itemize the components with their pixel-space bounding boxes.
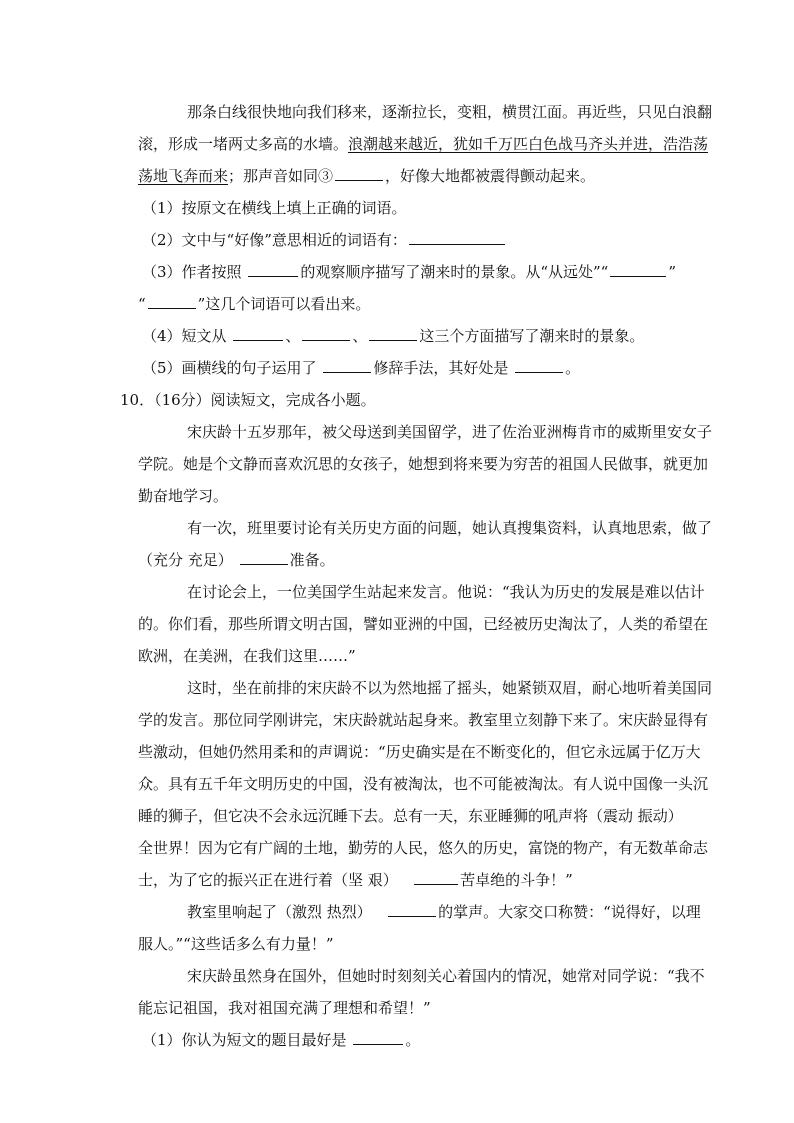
passage2-line [138, 646, 356, 666]
passage-text: ；那声音如同③ [228, 167, 334, 185]
question-3 [142, 262, 676, 282]
question-text: （1）按原文在横线上填上正确的词语。 [142, 199, 407, 217]
passage-text: 这时，坐在前排的宋庆龄不以为然地摇了摇头，她紧锁双眉，耐心地听着美国同 [187, 679, 713, 697]
question-text: 这三个方面描写了潮来时的景象。 [419, 327, 645, 345]
passage-text: 宋庆龄虽然身在国外，但她时时刻刻关心着国内的情况，她常对同学说：“我不 [187, 967, 705, 985]
passage-text: 能忘记祖国，我对祖国充满了理想和希望！” [138, 999, 431, 1017]
passage2-line [138, 774, 708, 794]
passage2-line [138, 454, 708, 474]
passage-text: 众。具有五千年文明历史的中国，没有被淘汰，也不可能被淘汰。有人说中国像一头沉 [138, 775, 709, 793]
passage-text: 教室里响起了（激烈 热烈） [187, 903, 372, 921]
question-4 [142, 326, 644, 346]
underlined-sentence: 荡地飞奔而来 [138, 167, 229, 185]
question-10-1 [142, 1030, 420, 1050]
question-3-cont [138, 294, 370, 314]
question-text: （4）短文从 [142, 327, 227, 345]
question-text: （3）作者按照 [142, 263, 242, 281]
question-text: 。 [565, 359, 581, 377]
passage2-line [138, 838, 708, 858]
passage2-line [138, 742, 701, 762]
question-text: （1）你认为短文的题目最好是 [142, 1031, 347, 1049]
passage-text: 士，为了它的振兴正在进行着（坚 艰） [138, 871, 398, 889]
passage-text: ，好像大地都被震得颤动起来。 [385, 167, 596, 185]
passage-line-3 [138, 166, 595, 186]
answer-blank[interactable] [414, 870, 458, 885]
passage-text: 准备。 [289, 551, 335, 569]
passage-text: 滚，形成一堵两丈多高的水墙。 [138, 135, 349, 153]
answer-blank[interactable] [148, 294, 196, 309]
passage-line-2 [138, 134, 708, 154]
passage2-line [138, 998, 431, 1018]
question-text: ”这几个词语可以看出来。 [197, 295, 371, 313]
passage-text: 睡的狮子，但它决不会永远沉睡下去。总有一天，东亚睡狮的吼声将（震动 振动） [138, 807, 683, 825]
underlined-sentence: 浪潮越来越近，犹如千万匹白色战马齐头并进，浩浩荡 [348, 135, 709, 153]
passage-text: 勤奋地学习。 [138, 487, 229, 505]
passage-text: 欧洲，在美洲，在我们这里……” [138, 647, 356, 665]
passage-text: 的掌声。大家交口称赞：“说得好，以理 [438, 903, 701, 921]
answer-blank[interactable] [335, 166, 383, 181]
passage-text: （充分 充足） [138, 551, 233, 569]
answer-blank[interactable] [302, 326, 350, 341]
passage-text: 那条白线很快地向我们移来，逐渐拉长，变粗，横贯江面。再近些，只见白浪翻 [187, 103, 713, 121]
question-text: 、 [285, 327, 301, 345]
question-2 [142, 230, 507, 250]
passage2-line [187, 678, 712, 698]
answer-blank[interactable] [610, 262, 666, 277]
passage-text: 服人。”“这些话多么有力量！” [138, 935, 334, 953]
passage-text: 学的发言。那位同学刚讲完，宋庆龄就站起身来。教室里立刻静下来了。宋庆龄显得有 [138, 711, 709, 729]
answer-blank[interactable] [369, 326, 417, 341]
passage2-line [187, 582, 705, 602]
question-header: 10．（16分）阅读短文，完成各小题。 [120, 391, 376, 409]
answer-blank[interactable] [323, 358, 371, 373]
passage-text: 全世界！因为它有广阔的土地，勤劳的人民，悠久的历史，富饶的物产，有无数革命志 [138, 839, 709, 857]
passage-text: 苦卓绝的斗争！” [460, 871, 573, 889]
question-text: ” [668, 263, 677, 281]
passage2-line [187, 902, 701, 922]
passage-line-1 [187, 102, 712, 122]
passage-text: 宋庆龄十五岁那年，被父母送到美国留学，进了佐治亚洲梅肯市的威斯里安女子 [187, 423, 713, 441]
question-text: （2）文中与“好像”意思相近的词语有： [142, 231, 407, 249]
passage-text: 的。你们看，那些所谓文明古国，譬如亚洲的中国，已经被历史淘汰了，人类的希望在 [138, 615, 709, 633]
passage2-line [138, 614, 708, 634]
question-text: 、 [352, 327, 368, 345]
answer-blank[interactable] [388, 902, 436, 917]
question-text: （5）画横线的句子运用了 [142, 359, 317, 377]
passage-text: 有一次，班里要讨论有关历史方面的问题，她认真搜集资料，认真地思索，做了 [187, 519, 713, 537]
question-1 [142, 198, 407, 218]
passage2-line [138, 550, 335, 570]
question-10-header [120, 390, 376, 410]
question-text: 。 [405, 1031, 421, 1049]
answer-blank[interactable] [515, 358, 563, 373]
passage-text: 学院。她是个文静而喜欢沉思的女孩子，她想到将来要为穷苦的祖国人民做事，就更加 [138, 455, 709, 473]
passage2-line [138, 486, 228, 506]
question-text: “ [138, 295, 146, 313]
passage2-line [187, 966, 705, 986]
question-text: 修辞手法，其好处是 [373, 359, 509, 377]
answer-blank[interactable] [353, 1030, 403, 1045]
passage2-line [187, 422, 712, 442]
passage2-line [187, 518, 712, 538]
passage2-line [138, 870, 573, 890]
passage2-line [138, 710, 708, 730]
answer-blank[interactable] [240, 550, 288, 565]
answer-blank[interactable] [248, 262, 298, 277]
answer-blank[interactable] [409, 230, 505, 245]
answer-blank[interactable] [233, 326, 283, 341]
passage2-line [138, 806, 683, 826]
passage-text: 些激动，但她仍然用柔和的声调说：“历史确实是在不断变化的，但它永远属于亿万大 [138, 743, 701, 761]
question-text: 的观察顺序描写了潮来时的景象。从“从远处”“ [300, 263, 609, 281]
question-5 [142, 358, 580, 378]
passage2-line [138, 934, 334, 954]
passage-text: 在讨论会上，一位美国学生站起来发言。他说：“我认为历史的发展是难以估计 [187, 583, 705, 601]
